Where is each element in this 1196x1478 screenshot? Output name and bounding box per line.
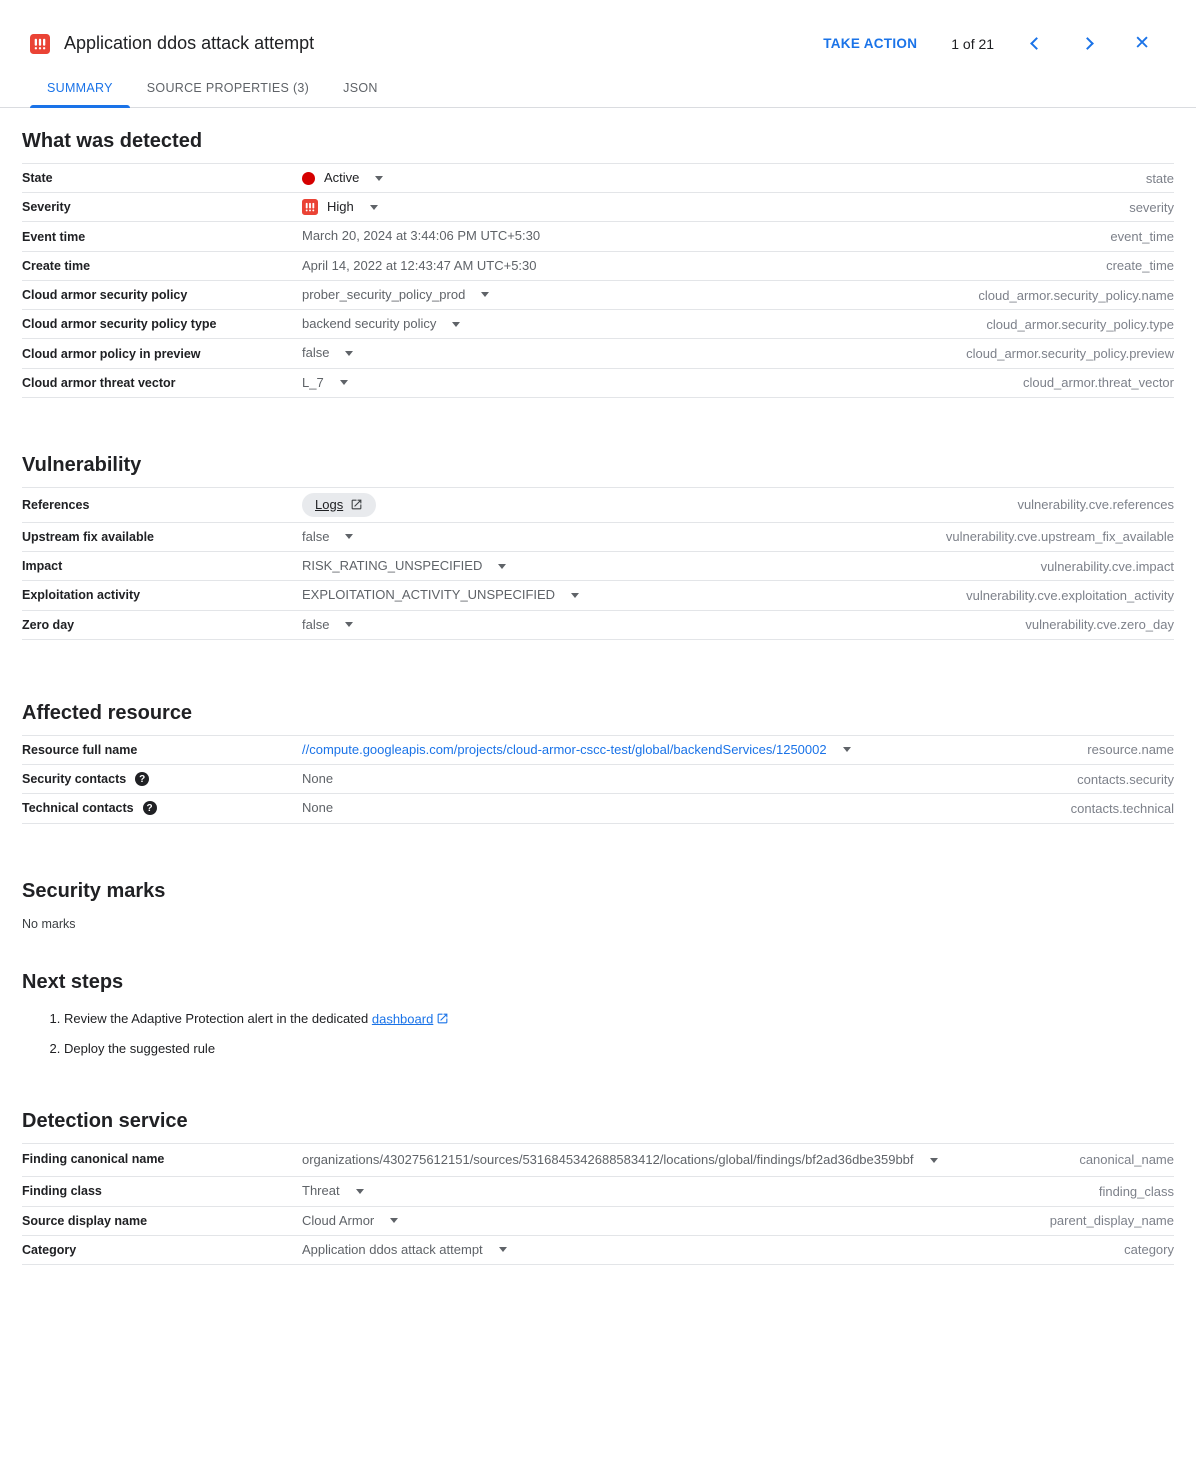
section-detection-service (22, 1110, 1174, 1265)
table-row (22, 736, 1174, 765)
high-severity-icon (30, 34, 50, 54)
high-severity-icon (302, 199, 318, 215)
dropdown-caret-icon[interactable] (481, 292, 489, 297)
table-row (22, 611, 1174, 640)
field-label: Security contacts (22, 772, 127, 787)
fields-table (22, 487, 1174, 640)
no-marks-text: No marks (22, 916, 76, 931)
table-row (22, 1236, 1174, 1265)
attribute-name: vulnerability.cve.upstream_fix_available (945, 529, 1174, 545)
dropdown-caret-icon[interactable] (571, 593, 579, 598)
open-in-new-icon (436, 1012, 449, 1025)
dropdown-caret-icon[interactable] (375, 176, 383, 181)
section-vulnerability (22, 454, 1174, 640)
chevron-right-icon (1081, 37, 1094, 50)
table-row (22, 339, 1174, 368)
close-button[interactable] (1130, 30, 1154, 57)
summary-tab-content (0, 130, 1196, 1265)
dashboard-link[interactable]: dashboard (371, 1011, 434, 1027)
field-value: None (302, 771, 334, 787)
field-value: High (327, 199, 354, 215)
dropdown-caret-icon[interactable] (930, 1158, 938, 1163)
field-label: References (22, 497, 90, 512)
section-title: Affected resource (22, 701, 193, 724)
field-label: Finding class (22, 1184, 102, 1199)
header-actions (823, 30, 1154, 57)
field-label: Impact (22, 559, 63, 574)
pagination-counter: 1 of 21 (951, 35, 995, 52)
dropdown-caret-icon[interactable] (340, 380, 348, 385)
tab-source-properties[interactable]: SOURCE PROPERTIES (3) (146, 81, 310, 95)
dropdown-caret-icon[interactable] (498, 564, 506, 569)
resource-link[interactable]: //compute.googleapis.com/projects/cloud-armor-cscc-test/global/backendServices/1250002 (302, 741, 827, 757)
dropdown-caret-icon[interactable] (843, 747, 851, 752)
field-value: Active (324, 170, 360, 185)
next-step-item (64, 1040, 1174, 1058)
field-label: Event time (22, 229, 86, 244)
table-row (22, 765, 1174, 794)
open-in-new-icon (350, 498, 363, 511)
section-affected-resource (22, 702, 1174, 824)
table-row (22, 252, 1174, 281)
field-value: April 14, 2022 at 12:43:47 AM UTC+5:30 (302, 257, 537, 273)
table-row (22, 581, 1174, 610)
panel-header (0, 0, 1196, 57)
attribute-name: cloud_armor.threat_vector (1022, 375, 1174, 391)
section-title: Vulnerability (22, 453, 142, 476)
section-title: Detection service (22, 1110, 188, 1133)
step-text: Deploy the suggested rule (64, 1041, 216, 1057)
table-row (22, 552, 1174, 581)
next-steps-list (22, 1010, 1174, 1059)
previous-finding-button[interactable] (1028, 35, 1045, 52)
field-label: Cloud armor policy in preview (22, 346, 201, 361)
field-label: Cloud armor security policy (22, 288, 188, 303)
table-row (22, 369, 1174, 398)
attribute-name: severity (1129, 199, 1174, 215)
dropdown-caret-icon[interactable] (370, 205, 378, 210)
table-row (22, 281, 1174, 310)
help-icon[interactable]: ? (135, 772, 149, 786)
dropdown-caret-icon[interactable] (356, 1189, 364, 1194)
fields-table (22, 1143, 1174, 1265)
table-row (22, 310, 1174, 339)
step-text: Review the Adaptive Protection alert in the dedicated (64, 1010, 372, 1026)
dropdown-caret-icon[interactable] (499, 1247, 507, 1252)
field-label: Zero day (22, 617, 75, 632)
dropdown-caret-icon[interactable] (345, 622, 353, 627)
attribute-name: contacts.technical (1070, 800, 1174, 816)
field-value: Threat (302, 1183, 340, 1199)
table-row (22, 488, 1174, 523)
field-value: backend security policy (302, 316, 437, 332)
table-row (22, 193, 1174, 222)
attribute-name: finding_class (1098, 1183, 1174, 1199)
fields-table (22, 735, 1174, 824)
fields-table (22, 163, 1174, 398)
field-label: Technical contacts (22, 801, 134, 816)
section-what-was-detected (22, 130, 1174, 398)
dropdown-caret-icon[interactable] (390, 1218, 398, 1223)
logs-chip-label: Logs (315, 496, 344, 512)
dropdown-caret-icon[interactable] (345, 351, 353, 356)
table-row (22, 222, 1174, 251)
table-row (22, 1177, 1174, 1206)
field-label: Severity (22, 200, 71, 215)
dropdown-caret-icon[interactable] (452, 322, 460, 327)
table-row (22, 1144, 1174, 1177)
field-value: March 20, 2024 at 3:44:06 PM UTC+5:30 (302, 228, 541, 244)
field-value: None (302, 800, 334, 816)
active-state-icon (302, 172, 315, 185)
dropdown-caret-icon[interactable] (345, 534, 353, 539)
section-security-marks (22, 880, 1174, 931)
field-value: Cloud Armor (302, 1212, 375, 1228)
field-label: Cloud armor security policy type (22, 317, 217, 332)
field-label: Source display name (22, 1213, 148, 1228)
section-title: What was detected (22, 130, 203, 152)
field-label: Category (22, 1242, 77, 1257)
field-value: RISK_RATING_UNSPECIFIED (302, 558, 483, 574)
attribute-name: create_time (1106, 258, 1174, 274)
attribute-name: canonical_name (1079, 1152, 1174, 1168)
tab-summary[interactable]: SUMMARY (30, 69, 130, 107)
attribute-name: event_time (1110, 229, 1174, 245)
field-label: Resource full name (22, 742, 138, 757)
attribute-name: category (1124, 1242, 1174, 1258)
field-value: EXPLOITATION_ACTIVITY_UNSPECIFIED (302, 587, 556, 603)
attribute-name: cloud_armor.security_policy.type (986, 316, 1174, 332)
field-label: Upstream fix available (22, 529, 155, 544)
attribute-name: vulnerability.cve.impact (1040, 558, 1174, 574)
logs-chip[interactable] (302, 493, 376, 517)
field-value: L_7 (302, 374, 324, 390)
attribute-name: vulnerability.cve.references (1017, 497, 1174, 513)
field-label: State (22, 171, 53, 186)
finding-title: Application ddos attack attempt (64, 33, 315, 53)
attribute-name: cloud_armor.security_policy.preview (966, 346, 1174, 362)
attribute-name: vulnerability.cve.zero_day (1025, 617, 1174, 633)
attribute-name: contacts.security (1077, 771, 1174, 787)
field-value: false (302, 345, 330, 361)
field-value: organizations/430275612151/sources/5316845342688583412/locations/global/findings/bf2ad36dbe359bbf (302, 1152, 914, 1168)
attribute-name: cloud_armor.security_policy.name (978, 287, 1174, 303)
field-value: prober_security_policy_prod (302, 286, 466, 302)
section-title: Next steps (22, 970, 124, 993)
field-label: Create time (22, 258, 91, 273)
attribute-name: state (1145, 170, 1174, 186)
field-value: Application ddos attack attempt (302, 1241, 483, 1257)
attribute-name: vulnerability.cve.exploitation_activity (966, 587, 1174, 603)
field-value: false (302, 616, 330, 632)
take-action-button[interactable]: TAKE ACTION (823, 36, 918, 51)
chevron-left-icon (1030, 37, 1043, 50)
table-row (22, 794, 1174, 823)
section-next-steps (22, 971, 1174, 1059)
table-row (22, 164, 1174, 193)
tab-json[interactable]: JSON (343, 81, 378, 95)
tab-bar (0, 69, 1196, 108)
field-label: Finding canonical name (22, 1152, 165, 1167)
field-label: Exploitation activity (22, 588, 141, 603)
attribute-name: parent_display_name (1049, 1213, 1174, 1229)
field-value: false (302, 528, 330, 544)
help-icon[interactable]: ? (143, 801, 157, 815)
field-label: Cloud armor threat vector (22, 375, 176, 390)
table-row (22, 523, 1174, 552)
close-icon: ✕ (1134, 33, 1150, 54)
attribute-name: resource.name (1087, 742, 1174, 758)
next-step-item (64, 1010, 1174, 1029)
section-title: Security marks (22, 879, 166, 902)
table-row (22, 1207, 1174, 1236)
next-finding-button[interactable] (1079, 35, 1096, 52)
